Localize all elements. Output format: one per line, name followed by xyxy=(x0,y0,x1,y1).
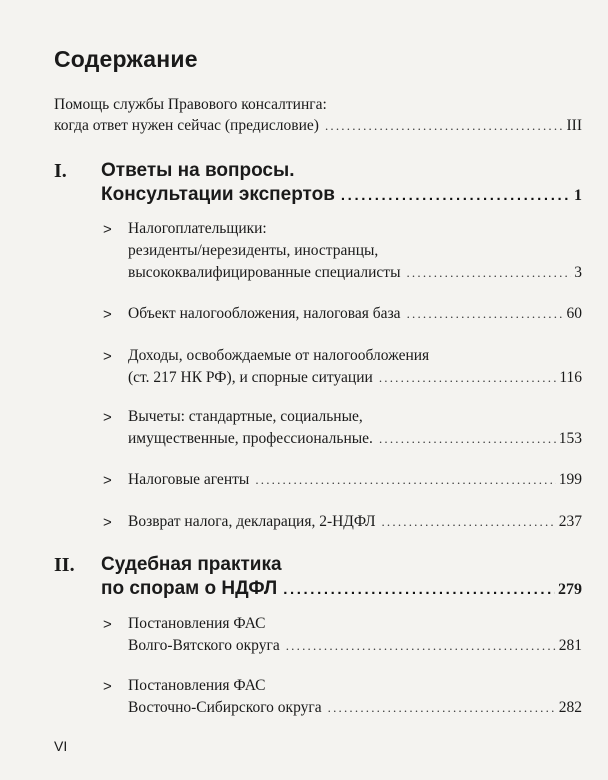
toc-item-line: Постановления ФАС xyxy=(128,615,266,632)
page-number: 279 xyxy=(558,581,582,598)
dot-leader xyxy=(286,638,556,654)
toc-item[interactable] xyxy=(128,430,582,448)
dot-leader xyxy=(255,472,555,488)
toc-item[interactable] xyxy=(128,369,582,387)
preface-line-1: Помощь службы Правового консалтинга: xyxy=(54,96,327,113)
toc-item-line: (ст. 217 НК РФ), и спорные ситуации xyxy=(128,369,373,386)
toc-item-line: Постановления ФАС xyxy=(128,677,266,694)
page-number: 199 xyxy=(558,471,582,488)
folio-page-number: VI xyxy=(54,738,68,754)
chevron-right-icon: > xyxy=(103,348,112,365)
section-entry[interactable] xyxy=(101,578,582,600)
page-number: 281 xyxy=(558,637,582,654)
toc-item-line: имущественные, профессиональные. xyxy=(128,430,373,447)
toc-item-line: резиденты/нерезиденты, иностранцы, xyxy=(128,242,379,259)
toc-item-line: Вычеты: стандартные, социальные, xyxy=(128,408,363,425)
dot-leader xyxy=(407,306,564,322)
preface-line-2: когда ответ нужен сейчас (предисловие) xyxy=(54,117,319,134)
chevron-right-icon: > xyxy=(103,514,112,531)
chevron-right-icon: > xyxy=(103,409,112,426)
toc-item-line: Налогоплательщики: xyxy=(128,220,267,237)
dot-leader xyxy=(406,265,571,281)
page-number: 3 xyxy=(574,264,582,281)
dot-leader xyxy=(341,187,571,204)
dot-leader xyxy=(379,431,556,447)
dot-leader xyxy=(283,581,555,598)
page-number: 116 xyxy=(559,369,582,386)
section-title-line-1: Ответы на вопросы. xyxy=(101,160,295,181)
chevron-right-icon: > xyxy=(103,221,112,238)
toc-item[interactable] xyxy=(128,513,582,531)
preface-entry[interactable] xyxy=(54,117,582,135)
toc-item[interactable] xyxy=(128,637,582,655)
page-number: 1 xyxy=(574,187,582,204)
chevron-right-icon: > xyxy=(103,306,112,323)
section-number: II. xyxy=(54,554,75,576)
section-number: I. xyxy=(54,160,67,182)
page-number: III xyxy=(566,117,582,134)
page-title: Содержание xyxy=(54,46,198,72)
chevron-right-icon: > xyxy=(103,472,112,489)
toc-item-line: Возврат налога, декларация, 2-НДФЛ xyxy=(128,513,376,530)
toc-item-line: Восточно-Сибирского округа xyxy=(128,699,322,716)
section-title-line-2: по спорам о НДФЛ xyxy=(101,578,278,599)
dot-leader xyxy=(379,370,557,386)
toc-item[interactable] xyxy=(128,699,582,717)
dot-leader xyxy=(325,118,564,134)
chevron-right-icon: > xyxy=(103,616,112,633)
toc-item-line: Доходы, освобождаемые от налогообложения xyxy=(128,347,430,364)
toc-item[interactable] xyxy=(128,471,582,489)
section-title-line-2: Консультации экспертов xyxy=(101,184,335,205)
page-number: 237 xyxy=(558,513,582,530)
toc-item-line: Налоговые агенты xyxy=(128,471,250,488)
dot-leader xyxy=(381,514,555,530)
toc-item[interactable] xyxy=(128,264,582,282)
toc-item-line: Объект налогообложения, налоговая база xyxy=(128,305,401,322)
toc-item-line: высококвалифицированные специалисты xyxy=(128,264,401,281)
dot-leader xyxy=(328,700,556,716)
section-title-line-1: Судебная практика xyxy=(101,554,282,575)
section-entry[interactable] xyxy=(101,184,582,206)
page-number: 153 xyxy=(558,430,582,447)
page-number: 60 xyxy=(566,305,582,322)
page-number: 282 xyxy=(558,699,582,716)
chevron-right-icon: > xyxy=(103,678,112,695)
toc-item[interactable] xyxy=(128,305,582,323)
toc-item-line: Волго-Вятского округа xyxy=(128,637,280,654)
